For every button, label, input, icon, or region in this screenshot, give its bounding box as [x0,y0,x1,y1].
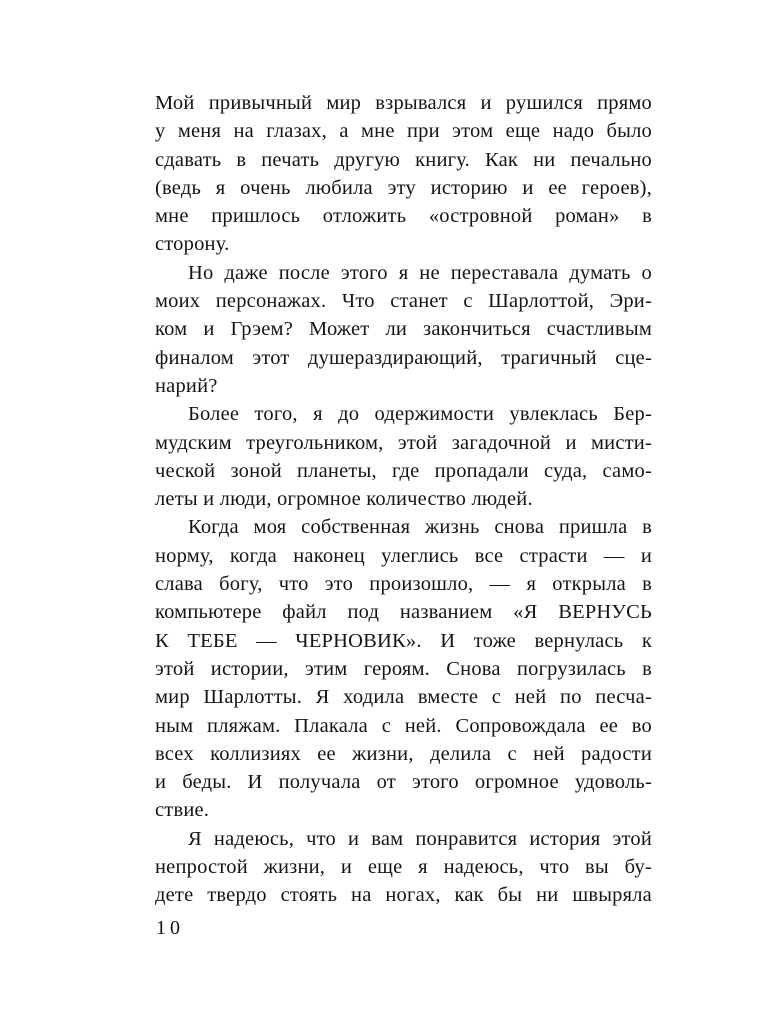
text-line: сторону. [155,233,230,256]
text-line: Когда моя собственная жизнь снова пришла в [188,516,652,539]
text-line: моих персонажах. Что станет с Шарлоттой, Эри- [155,290,652,313]
text-line: сдавать в печать другую книгу. Как ни печально [155,148,652,171]
text-line: этой истории, этим героям. Снова погрузилась в [155,657,652,680]
text-line: и беды. И получала от этого огромное удоволь- [155,771,652,794]
paragraph [155,259,652,400]
text-line: К ТЕБЕ — ЧЕРНОВИК». И тоже вернулась к [155,629,652,652]
text-line: непростой жизни, и еще я надеюсь, что вы бу- [155,856,652,879]
text-line: ческой зоной планеты, где пропадали суда, само- [155,459,652,482]
text-line: финалом этот душераздирающий, трагичный сце- [155,346,652,369]
paragraph [155,513,652,824]
text-line: леты и люди, огромное количество людей. [155,488,533,511]
paragraph [155,825,652,910]
text-line: ным пляжам. Плакала с ней. Сопровождала ее во [155,714,652,737]
text-line: (ведь я очень любила эту историю и ее героев), [155,176,652,199]
text-line: слава богу, что это произошло, — я открыла в [155,573,652,596]
text-line: мир Шарлотты. Я ходила вместе с ней по песча- [155,686,652,709]
text-line: Мой привычный мир взрывался и рушился прямо [155,92,652,114]
text-line: нарий? [155,374,218,397]
text-line: компьютере файл под названием «Я ВЕРНУСЬ [155,601,652,624]
text-line: Более того, я до одержимости увлеклась Бер- [188,403,652,426]
text-line: Но даже после этого я не переставала думать о [188,261,652,284]
paragraph [155,400,652,513]
page-number: 10 [156,917,184,939]
text-line: ком и Грэем? Может ли закончиться счастливым [155,318,652,341]
text-line: ствие. [155,799,210,822]
paragraph [155,89,652,259]
text-line: мудским треугольником, этой загадочной и мисти- [155,431,652,454]
text-line: всех коллизиях ее жизни, делила с ней радости [155,742,652,765]
text-line: норму, когда наконец улеглись все страсти — и [155,544,652,567]
text-line: дете твердо стоять на ногах, как бы ни швыряла [155,884,652,907]
text-line: у меня на глазах, а мне при этом еще надо было [155,120,652,143]
text-block [155,89,652,910]
text-line: Я надеюсь, что и вам понравится история этой [188,827,652,850]
text-line: мне пришлось отложить «островной роман» в [155,205,652,228]
